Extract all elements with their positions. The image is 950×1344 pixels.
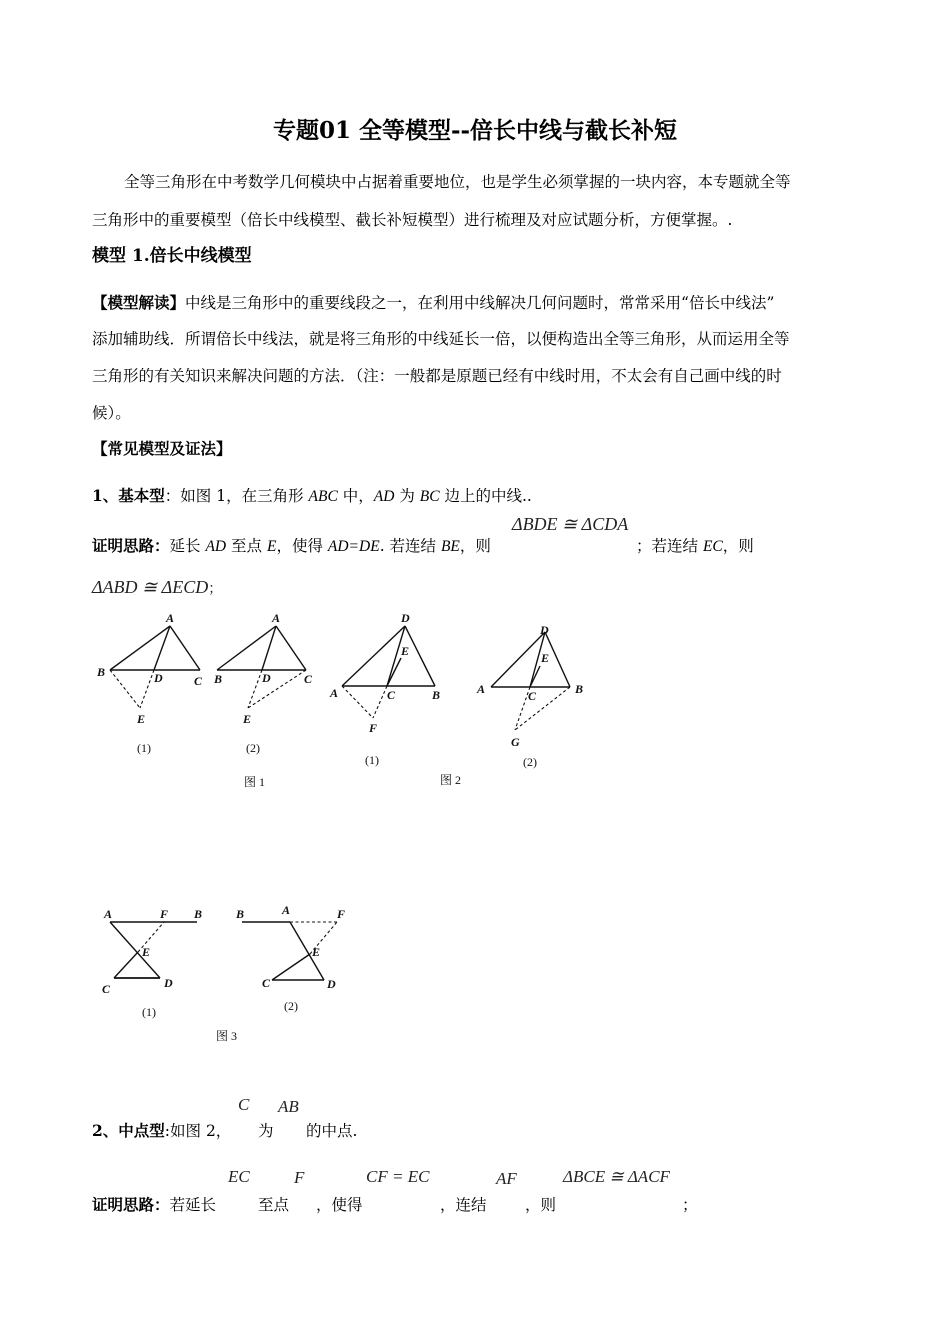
mid-math-bce-acf: ΔBCE ≅ ΔACF: [563, 1167, 670, 1186]
mid-math-c: C: [238, 1095, 250, 1114]
model1-explain-line-1: [92, 291, 774, 313]
figure-2: [325, 612, 595, 792]
fig1b-label-a: A: [272, 611, 281, 625]
fig1b-label-e: E: [243, 712, 252, 726]
fig1-label-d: D: [154, 671, 163, 685]
midpoint-proof-label: 证明思路：: [92, 1195, 170, 1214]
fig2-label-f: F: [369, 721, 378, 735]
common-models-label: 【常见模型及证法】: [92, 439, 232, 458]
fig3-sub2: (2): [284, 999, 298, 1013]
mid-math-f: F: [294, 1168, 305, 1187]
midpoint-text-b: 为: [258, 1122, 274, 1140]
fig2b-label-a: A: [477, 682, 486, 696]
fig3-caption: 图 3: [216, 1029, 238, 1043]
fig2-sub2: (2): [523, 755, 537, 769]
fig1-label-b: B: [97, 665, 106, 679]
midpoint-line: 2、中点型:如图 2，: [92, 1121, 232, 1140]
explain-label: 【模型解读】: [92, 293, 186, 312]
fig2b-label-g: G: [511, 735, 520, 749]
midpoint-text-c: 的中点.: [306, 1122, 358, 1140]
fig3-label-f: F: [160, 907, 169, 921]
fig1b-label-c: C: [304, 672, 313, 686]
intro-line-1: 全等三角形在中考数学几何模块中占据着重要地位，也是学生必须掌握的一块内容，本专题就全等: [124, 173, 791, 191]
basic-proof-line: 证明思路：延长 AD 至点 E，使得 AD=DE. 若连结 BE，则: [92, 536, 491, 555]
fig2-label-d: D: [401, 611, 410, 625]
page-title: 专题01 全等模型--倍长中线与截长补短: [272, 117, 678, 144]
fig3-label-e: E: [142, 945, 151, 959]
intro-line-2: 三角形中的重要模型（倍长中线模型、截长补短模型）进行梳理及对应试题分析，方便掌握。.: [92, 211, 733, 229]
fig1-label-c: C: [194, 674, 203, 688]
basic-type-line: 1、基本型：如图 1，在三角形 ABC 中，AD 为 BC 边上的中线..: [92, 486, 532, 505]
fig1b-label-d: D: [262, 671, 271, 685]
mid-math-af: AF: [496, 1169, 517, 1188]
fig2-label-c: C: [387, 688, 396, 702]
fig2-sub1: (1): [365, 753, 379, 767]
fig1-sub1: (1): [137, 741, 151, 755]
fig2b-label-d: D: [540, 623, 549, 637]
fig3-sub1: (1): [142, 1005, 156, 1019]
formula-bde-cda: ΔBDE ≅ ΔCDA: [512, 514, 629, 534]
fig3-label-d: D: [164, 976, 173, 990]
midpoint-proof-p4: ，连结: [440, 1196, 487, 1214]
model1-explain-line-4: 候）。: [92, 404, 131, 422]
mid-math-ec: EC: [228, 1167, 250, 1186]
fig3b-label-d: D: [327, 977, 336, 991]
explain-text-1: 中线是三角形中的重要线段之一，在利用中线解决几何问题时，常常采用“倍长中线法”: [185, 294, 775, 312]
fig2b-label-b: B: [575, 682, 584, 696]
fig3-label-a: A: [104, 907, 113, 921]
figure-3: [92, 900, 362, 1050]
model1-heading: 模型 1.倍长中线模型: [92, 246, 252, 266]
midpoint-label: 2、中点型: [92, 1121, 165, 1140]
midpoint-proof-p3: ，使得: [316, 1196, 363, 1214]
fig1b-label-b: B: [214, 672, 223, 686]
fig3b-label-a: A: [282, 903, 291, 917]
model1-explain-line-2: 添加辅助线．所谓倍长中线法，就是将三角形的中线延长一倍，以便构造出全等三角形，从而运用全等: [92, 330, 790, 348]
fig1-label-a: A: [166, 611, 175, 625]
fig1-sub2: (2): [246, 741, 260, 755]
proof-label: 证明思路：: [92, 536, 170, 555]
fig2b-label-e: E: [541, 651, 550, 665]
fig1-label-e: E: [137, 712, 146, 726]
midpoint-proof-p6: ；: [682, 1196, 698, 1214]
fig3b-label-b: B: [236, 907, 245, 921]
fig3b-label-e: E: [312, 945, 321, 959]
basic-proof-line-tail: ；若连结 EC，则: [636, 537, 754, 555]
fig2-label-e: E: [401, 644, 410, 658]
fig3b-label-c: C: [262, 976, 271, 990]
fig3-label-c: C: [102, 982, 111, 996]
basic-type-label: 1、基本型: [92, 486, 165, 505]
midpoint-proof-p2: 至点: [258, 1196, 290, 1214]
fig2-caption: 图 2: [440, 773, 462, 787]
model1-explain-line-3: 三角形的有关知识来解决问题的方法．（注：一般都是原题已经有中线时用，不太会有自己画中线的时: [92, 367, 782, 385]
midpoint-proof: 证明思路：若延长: [92, 1195, 217, 1214]
mid-math-ab: AB: [278, 1097, 299, 1116]
fig3b-label-f: F: [337, 907, 346, 921]
figure-1: [92, 608, 322, 793]
fig1-caption: 图 1: [244, 775, 266, 789]
fig2-label-a: A: [330, 686, 339, 700]
formula-abd-ecd: ΔABD ≅ ΔECD；: [92, 577, 223, 597]
fig2b-label-c: C: [528, 689, 537, 703]
mid-math-cfec: CF = EC: [366, 1167, 430, 1186]
fig3-label-b: B: [194, 907, 203, 921]
fig2-label-b: B: [432, 688, 441, 702]
midpoint-proof-p5: ，则: [525, 1196, 557, 1214]
